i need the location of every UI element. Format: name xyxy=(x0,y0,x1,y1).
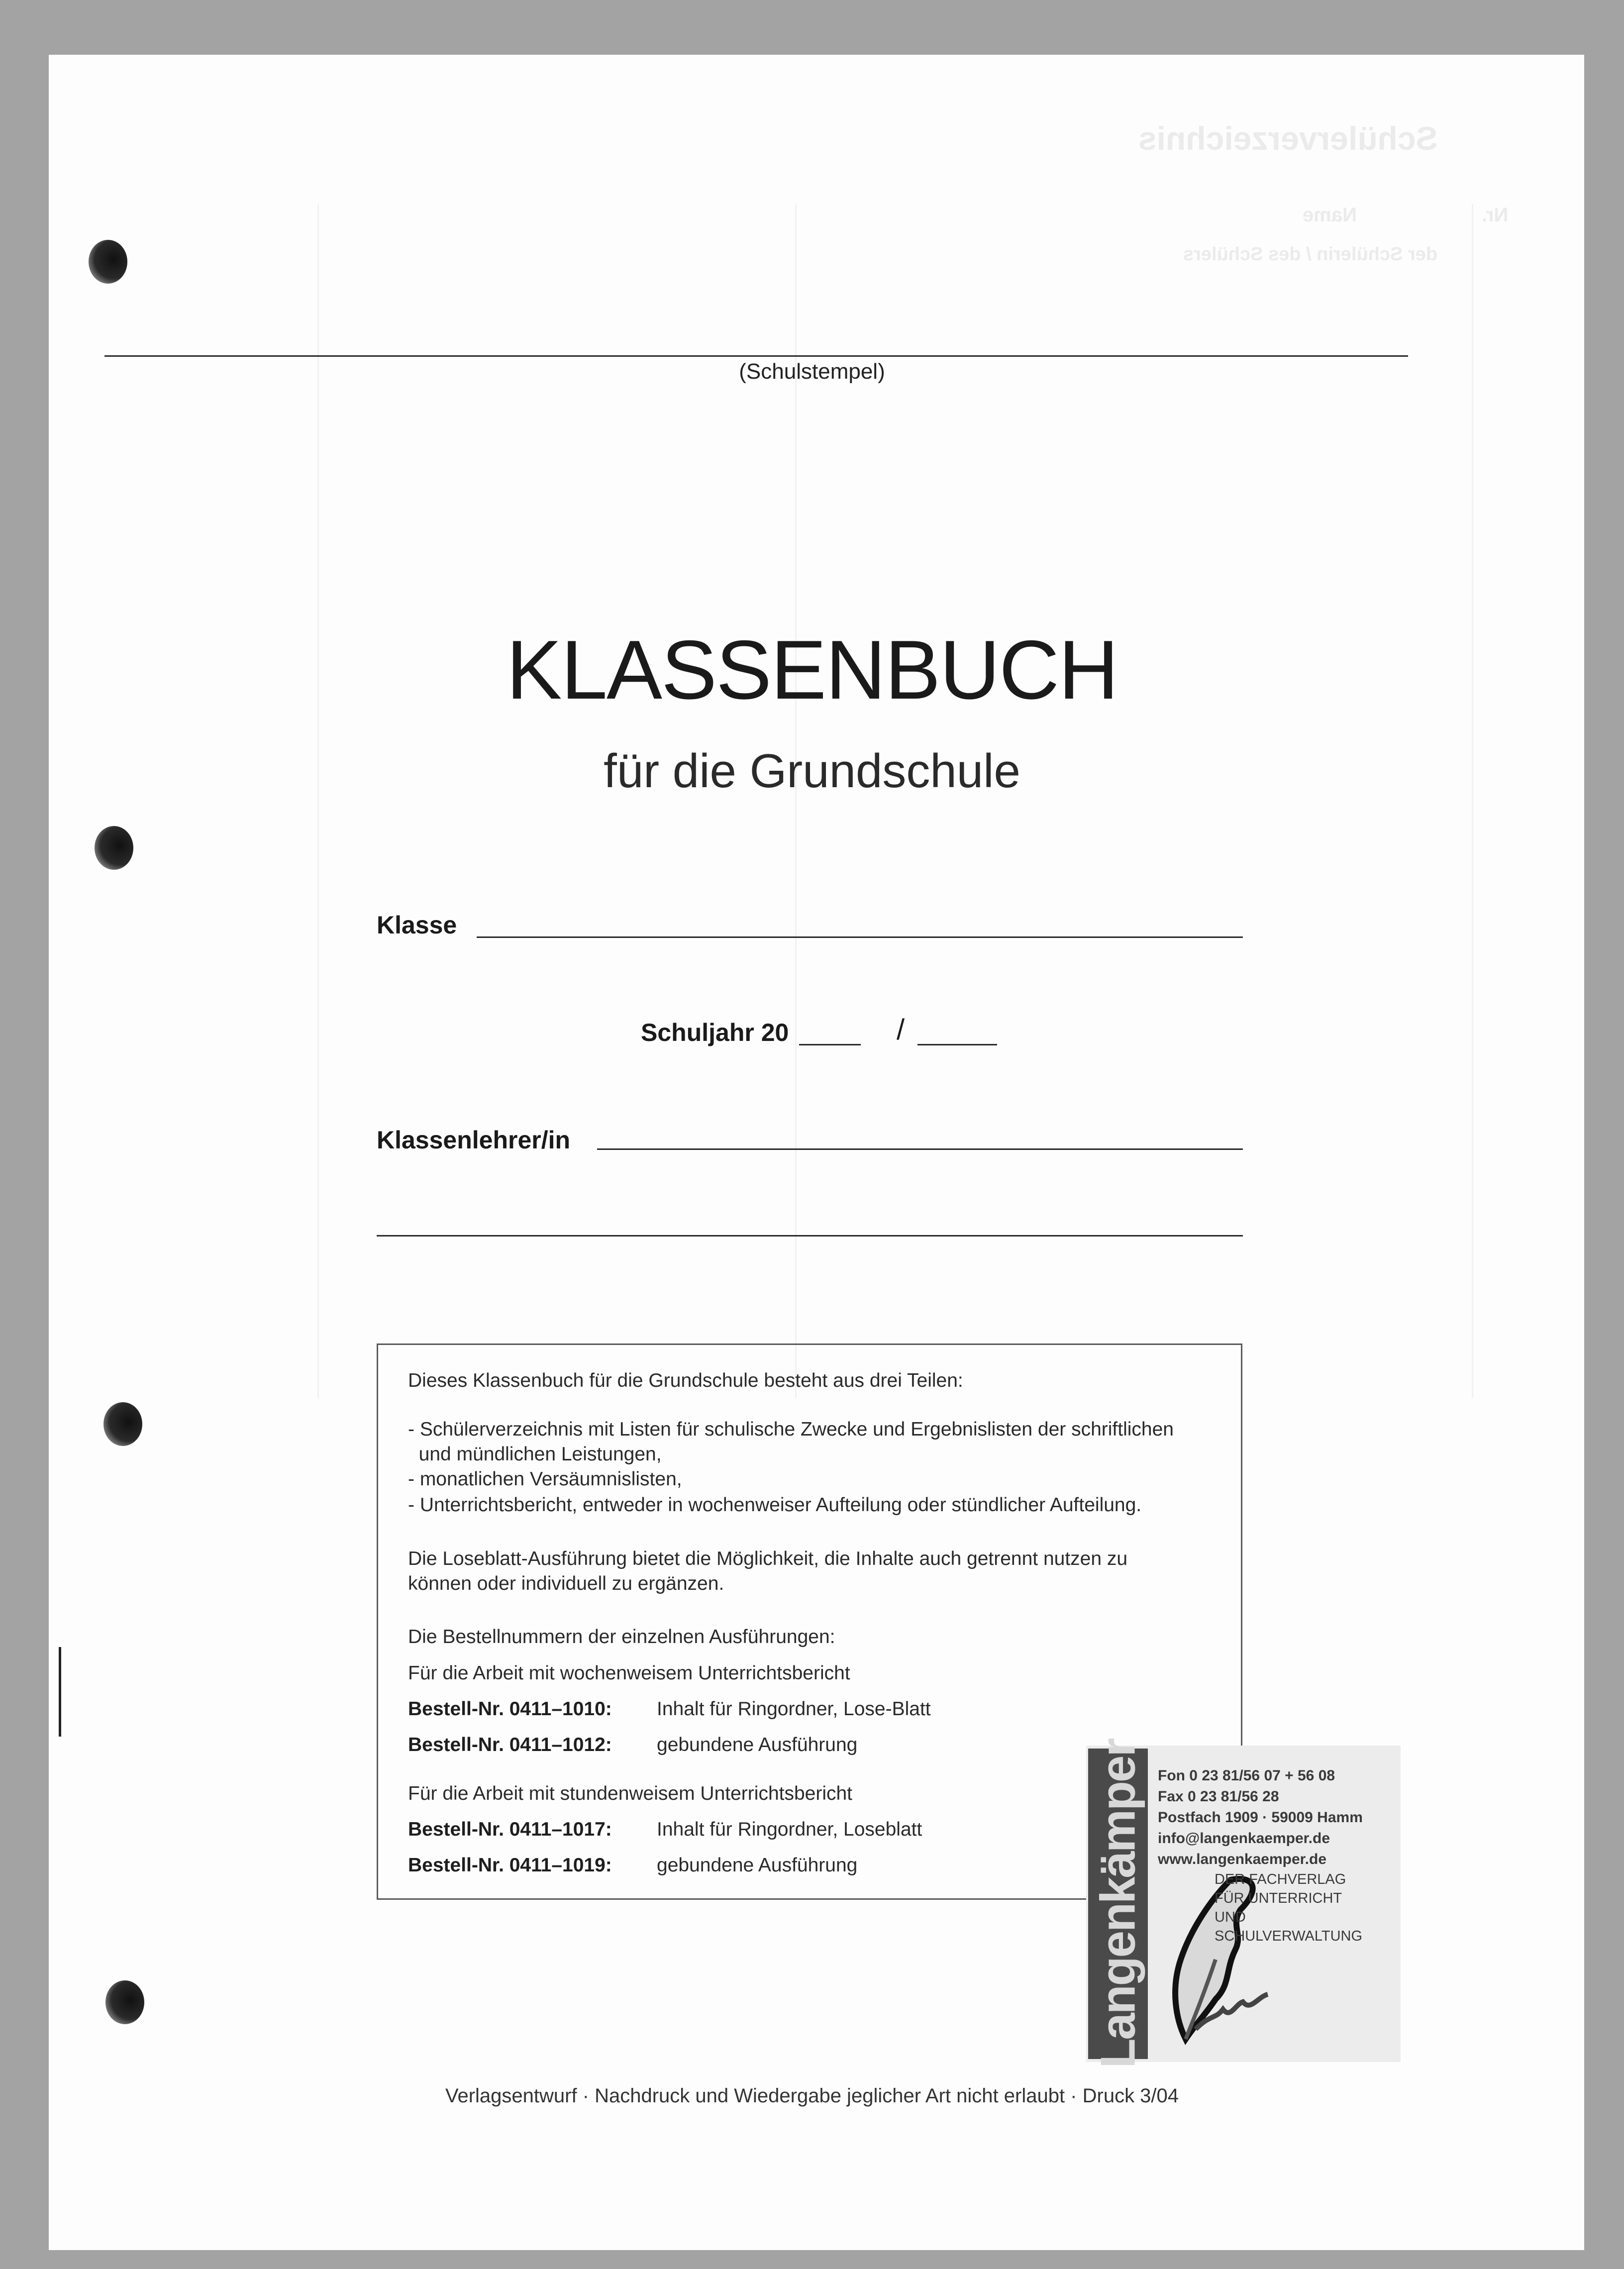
bleed-through-col-nr: Nr. xyxy=(1482,204,1509,226)
punch-hole-icon xyxy=(105,1980,144,2024)
klassenlehrer-field-2[interactable] xyxy=(377,1235,1243,1237)
document-subtitle: für die Grundschule xyxy=(604,744,1020,798)
publisher-fax: Fax 0 23 81/56 28 xyxy=(1158,1788,1279,1805)
school-stamp-line xyxy=(104,355,1408,357)
bleed-through-col-name: Name xyxy=(1303,204,1357,226)
document-title: KLASSENBUCH xyxy=(506,623,1118,717)
punch-hole-icon xyxy=(103,1402,142,1446)
order-row: Bestell-Nr. 0411–1012: gebundene Ausführung xyxy=(408,1734,858,1755)
bleed-through-col-name-2: der Schülerin / des Schülers xyxy=(1183,244,1438,265)
info-part: - Unterrichtsbericht, entweder in wochenweiser Aufteilung oder stündlicher Aufteilung. xyxy=(408,1494,1142,1516)
schuljahr-to-field[interactable] xyxy=(917,1044,997,1045)
publisher-contact xyxy=(1158,1765,1363,1870)
publisher-name: Langenkämper xyxy=(1090,1739,1145,2068)
klasse-field[interactable] xyxy=(477,936,1243,938)
info-weekly-heading: Für die Arbeit mit wochenweisem Unterrichtsbericht xyxy=(408,1662,850,1684)
schuljahr-separator: / xyxy=(897,1014,905,1046)
info-loose-leaf: Die Loseblatt-Ausführung bietet die Möglichkeit, die Inhalte auch getrennt nutzen zu xyxy=(408,1548,1128,1569)
info-part: - monatlichen Versäumnislisten, xyxy=(408,1468,682,1490)
schuljahr-label: Schuljahr 20 xyxy=(641,1019,789,1046)
klassenlehrer-field[interactable] xyxy=(597,1148,1243,1150)
publisher-name-bar xyxy=(1088,1739,1148,2068)
info-order-intro: Die Bestellnummern der einzelnen Ausführungen: xyxy=(408,1626,835,1648)
publisher-slogan: DER FACHVERLAG FÜR UNTERRICHT UND SCHULVERWALTUNG xyxy=(1215,1871,1363,1944)
publisher-website: www.langenkaemper.de xyxy=(1158,1851,1327,1867)
school-stamp-label: (Schulstempel) xyxy=(739,359,885,384)
publisher-email: info@langenkaemper.de xyxy=(1158,1830,1330,1847)
info-loose-leaf: können oder individuell zu ergänzen. xyxy=(408,1573,724,1594)
info-part: - Schülerverzeichnis mit Listen für schulische Zwecke und Ergebnislisten der schriftlichen xyxy=(408,1419,1174,1440)
klassenlehrer-label: Klassenlehrer/in xyxy=(377,1126,571,1154)
footer-note: Verlagsentwurf · Nachdruck und Wiedergabe jeglicher Art nicht erlaubt · Druck 3/04 xyxy=(445,2085,1179,2107)
publisher-phone: Fon 0 23 81/56 07 + 56 08 xyxy=(1158,1767,1335,1784)
bleed-through-heading: Schülerverzeichnis xyxy=(1138,120,1438,157)
klasse-label: Klasse xyxy=(377,911,457,939)
info-part: und mündlichen Leistungen, xyxy=(408,1444,662,1465)
info-hourly-heading: Für die Arbeit mit stundenweisem Unterrichtsbericht xyxy=(408,1783,853,1804)
punch-hole-icon xyxy=(89,240,127,284)
binder-mark xyxy=(59,1647,61,1737)
order-row: Bestell-Nr. 0411–1010: Inhalt für Ringordner, Lose-Blatt xyxy=(408,1698,931,1720)
order-row: Bestell-Nr. 0411–1017: Inhalt für Ringordner, Loseblatt xyxy=(408,1819,922,1840)
order-row: Bestell-Nr. 0411–1019: gebundene Ausführung xyxy=(408,1855,858,1876)
publisher-address: Postfach 1909 · 59009 Hamm xyxy=(1158,1809,1363,1826)
publisher-logo-block xyxy=(1086,1739,1401,2068)
schuljahr-from-field[interactable] xyxy=(799,1044,861,1045)
punch-hole-icon xyxy=(95,826,133,870)
info-intro: Dieses Klassenbuch für die Grundschule besteht aus drei Teilen: xyxy=(408,1370,963,1391)
